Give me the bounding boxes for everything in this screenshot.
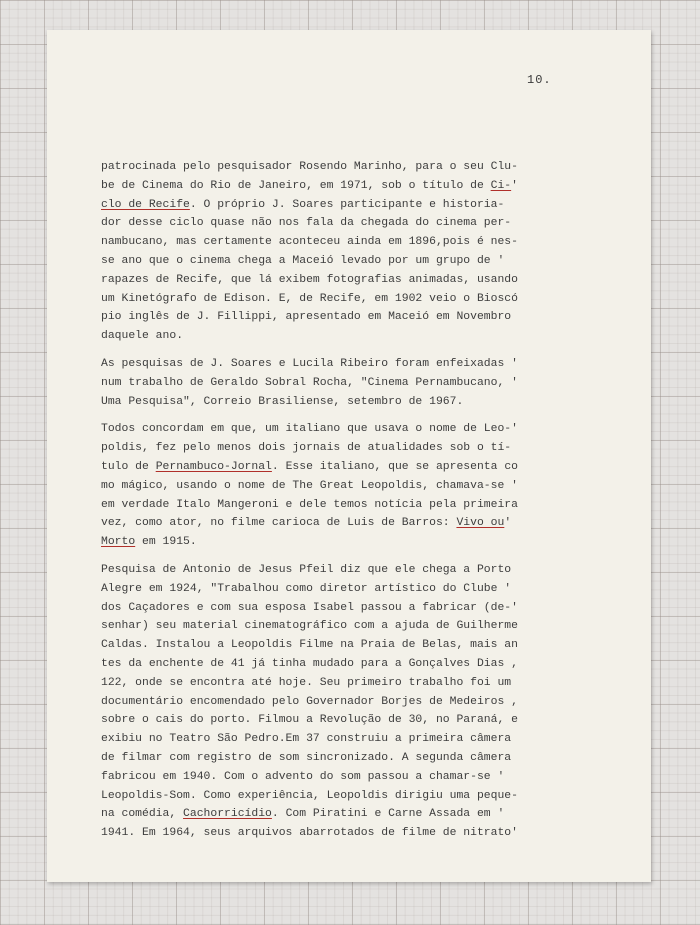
text-run: mo mágico, usando o nome de The Great Leopoldis, chamava-se ' <box>101 479 518 492</box>
text-run: . Esse italiano, que se apresenta co <box>271 460 518 473</box>
text-line <box>101 158 623 177</box>
text-run: Todos concordam em que, um italiano que usava o nome de Leo-' <box>101 423 518 436</box>
text-run: tulo de <box>101 460 156 473</box>
text-line <box>101 674 623 693</box>
underlined-title: Vivo ou <box>456 517 505 530</box>
page-number: 10. <box>527 73 552 87</box>
text-line <box>101 711 623 730</box>
text-run: Uma Pesquisa", Correio Brasiliense, setembro de 1967. <box>101 395 464 408</box>
text-run: dos Caçadores e com sua esposa Isabel passou a fabricar (de-' <box>101 601 518 614</box>
text-line <box>101 533 623 552</box>
paragraph <box>101 355 623 411</box>
text-run: 1941. Em 1964, seus arquivos abarrotados de filme de nitrato' <box>101 827 518 840</box>
text-run: se ano que o cinema chega a Maceió levado por um grupo de ' <box>101 254 505 267</box>
text-line <box>101 805 623 824</box>
text-line <box>101 496 623 515</box>
text-run: be de Cinema do Rio de Janeiro, em 1971, sob o título de <box>101 179 491 192</box>
text-run: documentário encomendado pelo Governador Borjes de Medeiros , <box>101 695 518 708</box>
text-line <box>101 355 623 374</box>
text-line <box>101 177 623 196</box>
text-line <box>101 196 623 215</box>
text-run: Alegre em 1924, "Trabalhou como diretor artístico do Clube ' <box>101 582 512 595</box>
underlined-title: Ci- <box>490 179 512 192</box>
text-run: Leopoldis-Som. Como experiência, Leopoldis dirigiu uma peque- <box>101 789 518 802</box>
text-run: As pesquisas de J. Soares e Lucila Ribeiro foram enfeixadas ' <box>101 357 518 370</box>
text-run: Caldas. Instalou a Leopoldis Filme na Praia de Belas, mais an <box>101 639 518 652</box>
text-run: 122, onde se encontra até hoje. Seu primeiro trabalho foi um <box>101 676 512 689</box>
text-run: de filmar com registro de som sincronizado. A segunda câmera <box>101 751 512 764</box>
text-run: poldis, fez pelo menos dois jornais de atualidades sob o tí- <box>101 442 512 455</box>
text-line <box>101 768 623 787</box>
text-line <box>101 599 623 618</box>
text-run: tes da enchente de 41 já tinha mudado para a Gonçalves Dias , <box>101 657 518 670</box>
text-line <box>101 730 623 749</box>
text-run: dor desse ciclo quase não nos fala da chegada do cinema per- <box>101 217 512 230</box>
text-line <box>101 271 623 290</box>
text-line <box>101 824 623 843</box>
text-line <box>101 477 623 496</box>
text-line <box>101 693 623 712</box>
text-run: nambucano, mas certamente aconteceu ainda em 1896,pois é nes- <box>101 236 518 249</box>
text-line <box>101 636 623 655</box>
text-run: ' <box>511 179 518 192</box>
text-run: um Kinetógrafo de Edison. E, de Recife, em 1902 veio o Bioscó <box>101 292 518 305</box>
text-run: ' <box>504 517 512 530</box>
text-run: fabricou em 1940. Com o advento do som passou a chamar-se ' <box>101 770 505 783</box>
underlined-title: Morto <box>101 536 136 549</box>
text-run: . O próprio J. Soares participante e historia- <box>189 198 505 211</box>
text-line <box>101 439 623 458</box>
text-line <box>101 374 623 393</box>
text-line <box>101 290 623 309</box>
text-line <box>101 252 623 271</box>
text-line <box>101 308 623 327</box>
paragraph <box>101 420 623 552</box>
text-line <box>101 749 623 768</box>
text-line <box>101 514 623 533</box>
text-run: sobre o cais do porto. Filmou a Revolução de 30, no Paraná, e <box>101 714 518 727</box>
text-run: exibiu no Teatro São Pedro.Em 37 construiu a primeira câmera <box>101 733 512 746</box>
text-run: . Com Piratini e Carne Assada em ' <box>271 808 505 821</box>
text-run: Pesquisa de Antonio de Jesus Pfeil diz que ele chega a Porto <box>101 563 512 576</box>
body-text <box>101 158 623 852</box>
text-run: em verdade Italo Mangeroni e dele temos notícia pela primeira <box>101 498 518 511</box>
text-run: num trabalho de Geraldo Sobral Rocha, "Cinema Pernambucano, ' <box>101 376 518 389</box>
paragraph <box>101 158 623 346</box>
text-line <box>101 233 623 252</box>
text-run: patrocinada pelo pesquisador Rosendo Marinho, para o seu Clu- <box>101 161 518 173</box>
text-run: vez, como ator, no filme carioca de Luis de Barros: <box>101 517 457 530</box>
text-line <box>101 787 623 806</box>
text-line <box>101 327 623 346</box>
text-line <box>101 393 623 412</box>
text-line <box>101 458 623 477</box>
text-line <box>101 655 623 674</box>
text-line <box>101 580 623 599</box>
text-line <box>101 214 623 233</box>
text-line <box>101 617 623 636</box>
text-run: pio inglês de J. Fillippi, apresentado em Maceió em Novembro <box>101 311 512 324</box>
text-run: na comédia, <box>101 808 184 821</box>
underlined-title: clo de Recife <box>101 198 190 211</box>
underlined-title: Cachorricídio <box>183 808 272 821</box>
text-line <box>101 420 623 439</box>
text-run: senhar) seu material cinematográfico com a ajuda de Guilherme <box>101 620 518 633</box>
underlined-title: Pernambuco-Jornal <box>155 460 272 473</box>
text-line <box>101 561 623 580</box>
text-run: em 1915. <box>135 536 197 549</box>
text-run: daquele ano. <box>101 330 184 343</box>
paragraph <box>101 561 623 843</box>
text-run: rapazes de Recife, que lá exibem fotografias animadas, usando <box>101 273 518 286</box>
